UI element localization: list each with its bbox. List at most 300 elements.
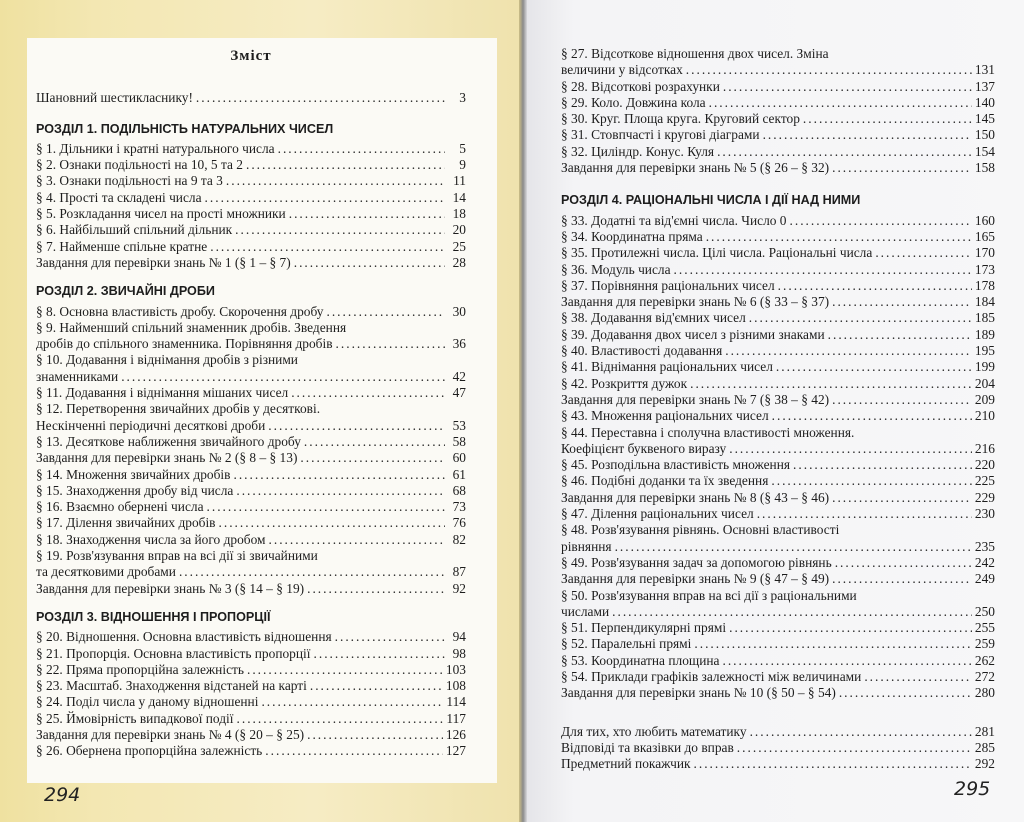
toc-entry-text: § 29. Коло. Довжина кола [561,94,706,110]
toc-entry [561,506,995,522]
toc-entry [36,239,466,255]
toc-entry [561,111,995,127]
dot-leader [709,95,972,111]
toc-entry-text: § 36. Модуль числа [561,261,671,277]
dot-leader [291,385,445,401]
dot-leader [304,434,445,450]
toc-entry-text: § 37. Порівняння раціональних чисел [561,277,775,293]
toc-entry [561,359,995,375]
toc-entry [561,327,995,343]
toc-entry [561,343,995,359]
toc-entry-page: 117 [446,710,466,726]
toc-entry-row [561,506,995,522]
dot-leader [233,467,445,483]
toc-entry-page: 108 [445,678,466,694]
toc-entry-page: 61 [452,466,466,482]
toc-entry [561,669,995,685]
toc-entry-row [561,392,995,408]
dot-leader [717,144,972,160]
toc-entry-page: 199 [974,359,995,375]
toc-entry-row [561,473,995,489]
toc-entry-row [36,450,466,466]
toc-entry-page: 140 [974,94,995,110]
toc-entry-row [36,581,466,597]
toc-entry-page: 127 [445,743,466,759]
dot-leader [247,662,443,678]
dot-leader [778,278,972,294]
toc-entry-page: 25 [452,238,466,254]
toc-entry-row [561,685,995,701]
toc-entry-text: § 4. Прості та складені числа [36,189,202,205]
toc-entry [36,743,466,759]
toc-entry-page: 170 [974,245,995,261]
dot-leader [803,111,972,127]
toc-entry-text: § 17. Ділення звичайних дробів [36,515,216,531]
page-number-right: 295 [954,778,991,800]
dot-leader [690,376,972,392]
dot-leader [832,571,972,587]
toc-entry [36,320,466,353]
toc-entry-row [561,653,995,669]
toc-entry-text: § 35. Протилежні числа. Цілі числа. Раціональні числа [561,245,873,261]
toc-entry-line: § 50. Розв'язування вправ на всі дії з раціональними [561,587,857,603]
toc-entry [561,457,995,473]
toc-entry-row [36,157,466,173]
toc-entry-page: 250 [974,603,995,619]
toc-entry-page: 262 [974,652,995,668]
toc-entry-row [561,213,995,229]
toc-entry-page: 36 [452,336,466,352]
toc-entry-row [36,173,466,189]
toc-entry [36,662,466,678]
section-entries [36,629,466,759]
toc-entry [561,310,995,326]
toc-entry [36,581,466,597]
toc-entry-page: 60 [452,450,466,466]
toc-entry-row [561,441,995,457]
toc-entry [561,245,995,261]
toc-entry-row [561,343,995,359]
section-heading: РОЗДІЛ 2. ЗВИЧАЙНІ ДРОБИ [36,284,215,299]
toc-entry [561,46,995,79]
toc-entry-row [561,490,995,506]
toc-entry-page: 28 [452,254,466,270]
dot-leader [219,515,445,531]
dot-leader [694,636,972,652]
toc-end-entries [561,724,995,773]
toc-entry-row [36,222,466,238]
dot-leader [310,678,443,694]
toc-entry-row [36,483,466,499]
toc-entry-row [561,278,995,294]
dot-leader [294,255,445,271]
dot-leader [179,564,445,580]
toc-entry-text: Нескінченні періодичні десяткові дроби [36,417,266,433]
toc-entry-row [36,678,466,694]
toc-entry-page: 173 [974,261,995,277]
dot-leader [237,711,444,727]
toc-entry [561,95,995,111]
toc-entry-row [36,369,466,385]
toc-entry [36,90,466,106]
section-heading: РОЗДІЛ 4. РАЦІОНАЛЬНІ ЧИСЛА І ДІЇ НАД НИМИ [561,193,861,208]
dot-leader [725,343,972,359]
dot-leader [615,539,972,555]
toc-entry-row [36,141,466,157]
toc-entry-row [561,111,995,127]
toc-entry-text: Предметний покажчик [561,756,691,772]
toc-entry-text: § 52. Паралельні прямі [561,636,692,652]
spacer [36,107,466,121]
toc-entry-page: 47 [452,385,466,401]
toc-entry-row [36,255,466,271]
toc-entry-page: 82 [452,531,466,547]
toc-entry [36,255,466,271]
toc-entry [561,294,995,310]
toc-entry-row [561,604,995,620]
dot-leader [121,369,445,385]
toc-entry [561,724,995,740]
toc-entry-text: § 43. Множення раціональних чисел [561,408,769,424]
toc-entry-page: 160 [974,212,995,228]
toc-entry [36,434,466,450]
toc-entry-row [36,515,466,531]
toc-entry-page: 87 [452,564,466,580]
dot-leader [268,418,445,434]
toc-entry-text: § 24. Поділ числа у даному відношенні [36,694,259,710]
toc-entry [561,213,995,229]
toc-entry-page: 178 [974,277,995,293]
toc-entry-text: § 14. Множення звичайних дробів [36,466,231,482]
toc-entry-text: Завдання для перевірки знань № 4 (§ 20 – § 25) [36,726,305,742]
dot-leader [790,213,972,229]
dot-leader [757,506,972,522]
toc-entry-page: 114 [446,694,466,710]
toc-entry-text: § 20. Відношення. Основна властивість відношення [36,629,332,645]
toc-entry-row [561,229,995,245]
dot-leader [737,740,972,756]
toc-entry-text: § 40. Властивості додавання [561,343,723,359]
toc-entry-line: § 44. Переставна і сполучна властивості множення. [561,424,855,440]
dot-leader [875,245,972,261]
toc-entry-text: § 46. Подібні доданки та їх зведення [561,473,769,489]
toc-entry-line: § 27. Відсоткове відношення двох чисел. Зміна [561,46,829,61]
dot-leader [674,262,972,278]
toc-entry [36,304,466,320]
toc-entry [561,756,995,772]
toc-entry-text: § 3. Ознаки подільності на 9 та 3 [36,173,223,189]
toc-entry-page: 131 [974,62,995,78]
dot-leader [307,581,445,597]
toc-entry [561,262,995,278]
toc-top-entries [561,46,995,176]
dot-leader [832,490,972,506]
toc-entry-text: § 21. Пропорція. Основна властивість пропорції [36,645,311,661]
spacer [561,702,995,724]
toc-entry [561,522,995,555]
toc-entry-row [36,694,466,710]
section-entries [36,304,466,597]
toc-entry-page: 204 [974,375,995,391]
toc-entry-text: § 6. Найбільший спільний дільник [36,222,233,238]
toc-entry-text: § 31. Стовпчасті і кругові діаграми [561,127,760,143]
toc-entry [561,490,995,506]
toc-entry-text: § 13. Десяткове наближення звичайного дробу [36,433,301,449]
toc-entry-page: 53 [452,417,466,433]
toc-entry [36,629,466,645]
toc-entry-text: § 26. Обернена пропорційна залежність [36,743,263,759]
toc-left-column [36,48,466,760]
toc-entry-row [561,62,995,78]
dot-leader [749,310,972,326]
toc-entry [561,473,995,489]
toc-entry-row [561,408,995,424]
toc-entry-text: рівняння [561,538,612,554]
toc-entry-page: 14 [452,189,466,205]
toc-entry-row [36,727,466,743]
dot-leader [839,685,972,701]
toc-entry [36,694,466,710]
dot-leader [722,653,971,669]
toc-entry-row [36,206,466,222]
toc-entry-text: § 7. Найменше спільне кратне [36,238,208,254]
dot-leader [265,743,443,759]
toc-entry-text: § 2. Ознаки подільності на 10, 5 та 2 [36,157,243,173]
toc-entry-text: § 41. Віднімання раціональних чисел [561,359,773,375]
toc-entry [36,385,466,401]
toc-entry [561,571,995,587]
dot-leader [729,441,972,457]
toc-entry-text: Завдання для перевірки знань № 1 (§ 1 – § 7) [36,254,291,270]
toc-entry-text: § 47. Ділення раціональних чисел [561,506,754,522]
toc-entry-row [36,190,466,206]
toc-entry-text: величини у відсотках [561,62,683,78]
toc-entry [561,144,995,160]
toc-entry [36,515,466,531]
toc-entry [561,620,995,636]
toc-entry-text: Завдання для перевірки знань № 8 (§ 43 – § 46) [561,489,830,505]
dot-leader [246,157,445,173]
toc-entry-text: § 16. Взаємно обернені числа [36,499,204,515]
toc-entry-text: Завдання для перевірки знань № 6 (§ 33 – § 37) [561,294,830,310]
toc-entry-page: 229 [974,489,995,505]
toc-entry-page: 185 [974,310,995,326]
dot-leader [612,604,972,620]
dot-leader [864,669,972,685]
toc-entry-page: 281 [974,723,995,739]
toc-entry-text: Відповіді та вказівки до вправ [561,739,734,755]
toc-entry-text: § 15. Знаходження дробу від числа [36,482,234,498]
toc-entry-page: 292 [974,756,995,772]
dot-leader [269,532,445,548]
toc-entry-page: 189 [974,326,995,342]
dot-leader [776,359,972,375]
toc-entry-page: 209 [974,391,995,407]
toc-entry-text: § 1. Дільники і кратні натурального числа [36,140,275,156]
toc-entry-page: 280 [974,685,995,701]
toc-entry-row [36,532,466,548]
toc-entry-page: 195 [974,343,995,359]
toc-entry [36,548,466,581]
toc-entry-text: § 8. Основна властивість дробу. Скорочення дробу [36,303,324,319]
toc-entry-row [561,245,995,261]
toc-entry-text: Завдання для перевірки знань № 3 (§ 14 – § 19) [36,580,305,596]
toc-entry-line: § 12. Перетворення звичайних дробів у десяткові. [36,401,321,417]
toc-entry-page: 18 [452,206,466,222]
toc-entry-row [561,669,995,685]
toc-entry-text: Коефіцієнт буквеного виразу [561,440,727,456]
toc-entry-row [561,262,995,278]
toc-entry-text: знаменниками [36,368,119,384]
toc-entry-text: дробів до спільного знаменника. Порівняння дробів [36,336,333,352]
toc-entry [561,392,995,408]
toc-entry-page: 255 [974,620,995,636]
toc-entry-text: § 42. Розкриття дужок [561,375,688,391]
toc-entry-text: § 39. Додавання двох чисел з різними знаками [561,326,825,342]
toc-entry [561,229,995,245]
toc-entry-page: 165 [974,228,995,244]
toc-entry-text: § 5. Розкладання чисел на прості множники [36,206,286,222]
dot-leader [226,173,445,189]
toc-entry [36,678,466,694]
toc-sections [36,121,466,760]
toc-entry-text: Шановний шестикласнику! [36,90,193,106]
toc-entry [36,483,466,499]
toc-entry-page: 126 [445,726,466,742]
toc-entry-text: Завдання для перевірки знань № 7 (§ 38 – § 42) [561,391,830,407]
toc-entry-text: § 45. Розподільна властивість множення [561,457,791,473]
toc-entry-page: 145 [974,111,995,127]
toc-entry-page: 154 [974,143,995,159]
page-number-left: 294 [44,784,81,806]
toc-entry [36,157,466,173]
toc-entry-page: 285 [974,739,995,755]
toc-entry-row [36,499,466,515]
toc-entry-page: 92 [452,580,466,596]
toc-entry-row [561,457,995,473]
toc-entry-page: 230 [974,506,995,522]
toc-entry-text: Завдання для перевірки знань № 10 (§ 50 – § 54) [561,685,836,701]
toc-entry-row [36,564,466,580]
dot-leader [205,190,445,206]
toc-entry [561,160,995,176]
dot-leader [832,294,972,310]
toc-entry [36,711,466,727]
toc-entry-row [36,304,466,320]
toc-entry-page: 103 [445,661,466,677]
toc-entry-page: 94 [452,629,466,645]
toc-entry-row [36,239,466,255]
toc-entry-page: 225 [974,473,995,489]
toc-entry [561,127,995,143]
toc-entry-row [36,418,466,434]
dot-leader [694,756,972,772]
toc-entry-text: § 54. Приклади графіків залежності між величинами [561,668,862,684]
toc-entry-row [36,711,466,727]
toc-entry-page: 272 [974,668,995,684]
dot-leader [336,336,445,352]
toc-entry-text: та десятковими дробами [36,564,176,580]
toc-entry-text: § 49. Розв'язування задач за допомогою рівнянь [561,554,832,570]
toc-entry [561,685,995,701]
toc-entry-row [561,756,995,772]
toc-entry [561,636,995,652]
toc-entry-page: 242 [974,554,995,570]
toc-entry-line: § 19. Розв'язування вправ на всі дії зі звичайними [36,548,318,564]
toc-entry [36,190,466,206]
dot-leader [686,62,972,78]
toc-entry-row [561,636,995,652]
toc-entry-row [561,144,995,160]
toc-entry-text: числами [561,603,610,619]
toc-entry-text: § 53. Координатна площина [561,652,720,668]
toc-entry-row [561,160,995,176]
toc-entry-text: Для тих, хто любить математику [561,723,747,739]
toc-entry-row [561,571,995,587]
toc-entry [36,401,466,434]
toc-entry [36,450,466,466]
toc-entry-row [561,740,995,756]
toc-entry-page: 259 [974,636,995,652]
toc-entry-text: § 18. Знаходження числа за його дробом [36,531,266,547]
toc-entry-page: 220 [974,457,995,473]
dot-leader [772,408,972,424]
toc-entry-page: 98 [452,645,466,661]
toc-entry-row [36,434,466,450]
toc-entry-text: § 32. Циліндр. Конус. Куля [561,143,715,159]
toc-entry-row [561,79,995,95]
dot-leader [314,646,446,662]
toc-entry [561,653,995,669]
toc-entry-row [561,376,995,392]
toc-entry [36,352,466,385]
toc-entry-row [36,467,466,483]
toc-entry [36,646,466,662]
dot-leader [307,727,443,743]
toc-entry-row [561,724,995,740]
toc-entry-page: 5 [459,140,466,156]
toc-entry-page: 137 [974,78,995,94]
toc-entry-row [36,385,466,401]
toc-entry-text: § 25. Ймовірність випадкової події [36,710,234,726]
section-entries [36,141,466,271]
dot-leader [828,327,972,343]
toc-entry-row [36,743,466,759]
toc-entry-row [36,646,466,662]
dot-leader [207,499,445,515]
toc-entry [561,555,995,571]
toc-entry-row [561,620,995,636]
toc-entry-page: 216 [974,440,995,456]
toc-entry-page: 235 [974,538,995,554]
toc-entry [36,727,466,743]
toc-entry [36,467,466,483]
toc-entry [561,408,995,424]
toc-entry [36,141,466,157]
section-heading: РОЗДІЛ 3. ВІДНОШЕННЯ І ПРОПОРЦІЇ [36,609,271,624]
toc-entry-page: 249 [974,571,995,587]
dot-leader [278,141,445,157]
toc-entry-page: 58 [452,433,466,449]
dot-leader [335,629,445,645]
toc-entry-text: § 30. Круг. Площа круга. Круговий сектор [561,111,800,127]
toc-section4-entries [561,213,995,702]
section-heading: РОЗДІЛ 1. ПОДІЛЬНІСТЬ НАТУРАЛЬНИХ ЧИСЕЛ [36,121,334,136]
dot-leader [729,620,972,636]
toc-entry-page: 42 [452,368,466,384]
toc-entry [36,206,466,222]
toc-entry [561,79,995,95]
